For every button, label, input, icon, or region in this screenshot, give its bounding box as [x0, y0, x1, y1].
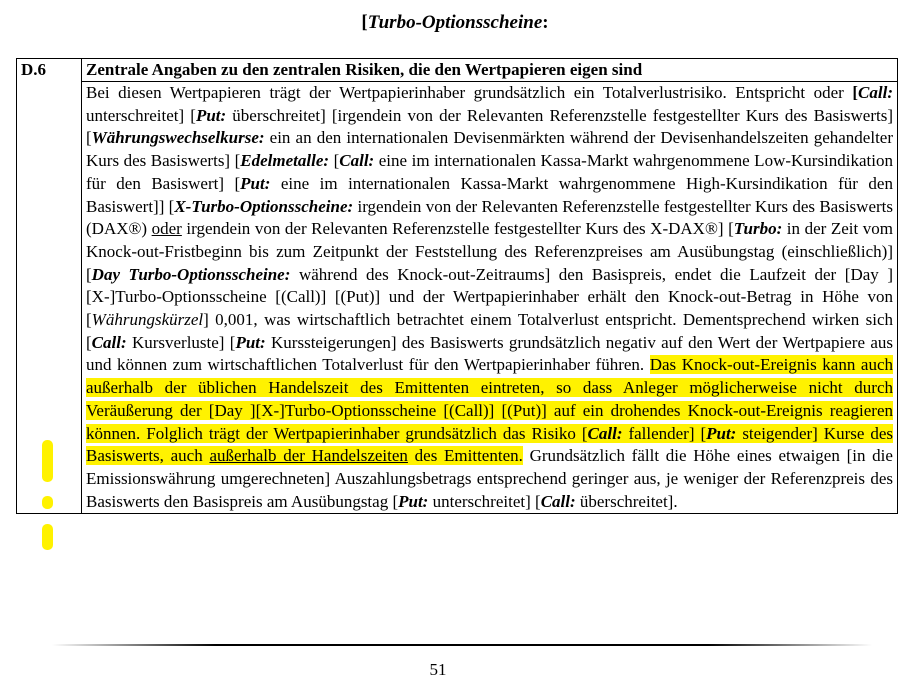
footer-divider	[52, 644, 872, 646]
highlighter-exclamation-dot	[42, 496, 53, 509]
table-body-row	[17, 82, 898, 514]
section-title: Zentrale Angaben zu den zentralen Risiken, die den Wertpapieren eigen sind	[82, 59, 898, 82]
highlighted-passage: Das Knock-out-Ereignis kann auch außerhalb der üblichen Handelszeit des Emittenten eintreten, so dass Anleger möglicherweise nicht durch Veräußerung der [Day ][X-]Turbo-Optionsscheine [(Call)] [(Put)] auf ein drohendes Knock-out-Ereignis reagieren können. Folglich trägt der Wertpapierinhaber grundsätzlich das Risiko [Call: fallender] [Put: steigender] Kurse des Basiswerts, auch außerhalb der Handelszeiten des Emittenten.	[86, 355, 894, 466]
risk-table	[16, 58, 898, 514]
page-heading: [Turbo-Optionsscheine:	[361, 12, 549, 33]
page-number: 51	[429, 660, 447, 679]
table-header-row	[17, 59, 898, 82]
highlighter-exclamation-base	[42, 524, 53, 550]
section-number: D.6	[17, 59, 82, 514]
highlighter-exclamation-stroke	[42, 440, 53, 482]
section-body: Bei diesen Wertpapieren trägt der Wertpapierinhaber grundsätzlich ein Totalverlustrisiko. Entspricht oder [Call: unterschreitet] [Put: überschreitet] [irgendein von der Relevanten Referenzstelle festgestellter Kurs des Basiswerts] [Währungswechselkurse: ein an den internationalen Devisenmärkten während der Devisenhandelszeiten gehandelter Kurs des Basiswerts] [Edelmetalle: [Call: eine im internationalen Kassa-Markt wahrgenommene Low-Kursindikation für den Basiswert] [Put: eine im internationalen Kassa-Markt wahrgenommene High-Kursindikation für den Basiswert]] [X-Turbo-Optionsscheine: irgendein von der Relevanten Referenzstelle festgestellter Kurs des Basiswerts (DAX®) oder irgendein von der Relevanten Referenzstelle festgestellter Kurs des X-DAX®] [Turbo: in der Zeit vom Knock-out-Fristbeginn bis zum Zeitpunkt der Feststellung des Referenzpreises am Ausübungstag (einschließlich)] [Day Turbo-Optionsscheine: während des Knock-out-Zeitraums] den Basispreis, endet die Laufzeit der [Day ][X-]Turbo-Optionsscheine [(Call)] [(Put)] und der Wertpapierinhaber erhält den Knock-out-Betrag in Höhe von [Währungskürzel] 0,001, was wirtschaftlich betrachtet einem Totalverlust entspricht. Dementsprechend wirken sich [Call: Kursverluste] [Put: Kurssteigerungen] des Basiswerts grundsätzlich negativ auf den Wert der Wertpapiere aus und können zum wirtschaftlichen Totalverlust für den Wertpapierinhaber führen. Das Knock-out-Ereignis kann auch außerhalb der üblichen Handelszeit des Emittenten eintreten, so dass Anleger möglicherweise nicht durch Veräußerung der [Day ][X-]Turbo-Optionsscheine [(Call)] [(Put)] auf ein drohendes Knock-out-Ereignis reagieren können. Folglich trägt der Wertpapierinhaber grundsätzlich das Risiko [Call: fallender] [Put: steigender] Kurse des Basiswerts, auch außerhalb der Handelszeiten des Emittenten. Grundsätzlich fällt die Höhe eines etwaigen [in die Emissionswährung umgerechneten] Auszahlungsbetrags entsprechend geringer aus, je weniger der Referenzpreis des Basiswerts den Basispreis am Ausübungstag [Put: unterschreitet] [Call: überschreitet].	[82, 82, 898, 514]
